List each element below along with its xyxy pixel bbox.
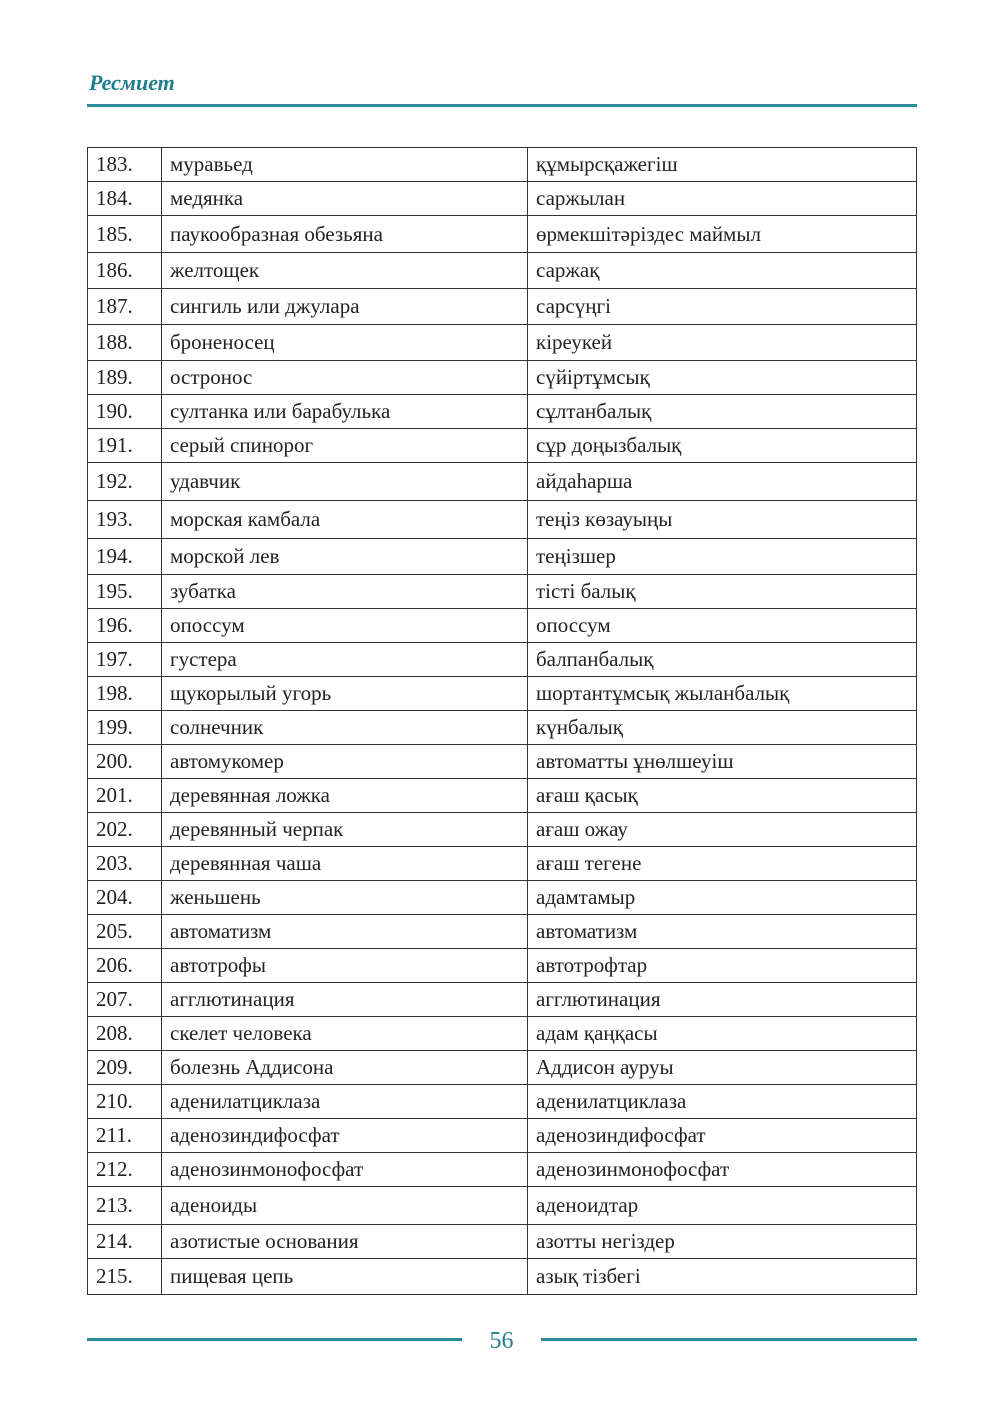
russian-term-cell: аденозинмонофосфат: [162, 1153, 528, 1187]
row-number-cell: 191.: [88, 429, 162, 463]
table-row: [88, 915, 917, 949]
page-number: 56: [489, 1328, 514, 1354]
russian-term-cell: болезнь Аддисона: [162, 1051, 528, 1085]
row-number-cell: 194.: [88, 539, 162, 575]
row-number-cell: 212.: [88, 1153, 162, 1187]
russian-term-cell: морской лев: [162, 539, 528, 575]
table-row: [88, 148, 917, 182]
table-row: [88, 1225, 917, 1259]
row-number-cell: 211.: [88, 1119, 162, 1153]
kazakh-term-cell: сарсүңгі: [528, 289, 917, 325]
russian-term-cell: удавчик: [162, 463, 528, 501]
row-number-cell: 205.: [88, 915, 162, 949]
table-row: [88, 609, 917, 643]
table-row: [88, 182, 917, 216]
kazakh-term-cell: айдаһарша: [528, 463, 917, 501]
row-number-cell: 203.: [88, 847, 162, 881]
russian-term-cell: автоматизм: [162, 915, 528, 949]
row-number-cell: 195.: [88, 575, 162, 609]
kazakh-term-cell: сұлтанбалық: [528, 395, 917, 429]
russian-term-cell: женьшень: [162, 881, 528, 915]
kazakh-term-cell: саржақ: [528, 253, 917, 289]
glossary-table: [87, 147, 917, 1295]
table-row: [88, 1051, 917, 1085]
table-row: [88, 1085, 917, 1119]
kazakh-term-cell: күнбалық: [528, 711, 917, 745]
table-row: [88, 1119, 917, 1153]
row-number-cell: 210.: [88, 1085, 162, 1119]
table-row: [88, 501, 917, 539]
kazakh-term-cell: автоматты ұнөлшеуіш: [528, 745, 917, 779]
kazakh-term-cell: теңіз көзауыңы: [528, 501, 917, 539]
kazakh-term-cell: адамтамыр: [528, 881, 917, 915]
row-number-cell: 196.: [88, 609, 162, 643]
row-number-cell: 200.: [88, 745, 162, 779]
kazakh-term-cell: ағаш қасық: [528, 779, 917, 813]
kazakh-term-cell: кіреукей: [528, 325, 917, 361]
kazakh-term-cell: азық тізбегі: [528, 1259, 917, 1295]
table-row: [88, 575, 917, 609]
table-row: [88, 745, 917, 779]
table-row: [88, 463, 917, 501]
glossary-table-body: [88, 148, 917, 1295]
kazakh-term-cell: аденоидтар: [528, 1187, 917, 1225]
russian-term-cell: автомукомер: [162, 745, 528, 779]
russian-term-cell: морская камбала: [162, 501, 528, 539]
russian-term-cell: густера: [162, 643, 528, 677]
row-number-cell: 206.: [88, 949, 162, 983]
russian-term-cell: аденозиндифосфат: [162, 1119, 528, 1153]
kazakh-term-cell: тісті балық: [528, 575, 917, 609]
kazakh-term-cell: аденозинмонофосфат: [528, 1153, 917, 1187]
kazakh-term-cell: өрмекшітәріздес маймыл: [528, 216, 917, 253]
row-number-cell: 207.: [88, 983, 162, 1017]
table-row: [88, 253, 917, 289]
row-number-cell: 193.: [88, 501, 162, 539]
table-row: [88, 813, 917, 847]
russian-term-cell: скелет человека: [162, 1017, 528, 1051]
russian-term-cell: деревянная ложка: [162, 779, 528, 813]
row-number-cell: 202.: [88, 813, 162, 847]
russian-term-cell: зубатка: [162, 575, 528, 609]
russian-term-cell: желтощек: [162, 253, 528, 289]
table-row: [88, 539, 917, 575]
table-row: [88, 643, 917, 677]
row-number-cell: 204.: [88, 881, 162, 915]
row-number-cell: 215.: [88, 1259, 162, 1295]
russian-term-cell: броненосец: [162, 325, 528, 361]
kazakh-term-cell: аденозиндифосфат: [528, 1119, 917, 1153]
row-number-cell: 183.: [88, 148, 162, 182]
russian-term-cell: медянка: [162, 182, 528, 216]
kazakh-term-cell: құмырсқажегіш: [528, 148, 917, 182]
table-row: [88, 677, 917, 711]
russian-term-cell: азотистые основания: [162, 1225, 528, 1259]
russian-term-cell: солнечник: [162, 711, 528, 745]
table-row: [88, 289, 917, 325]
table-row: [88, 711, 917, 745]
row-number-cell: 186.: [88, 253, 162, 289]
table-row: [88, 395, 917, 429]
russian-term-cell: аденилатциклаза: [162, 1085, 528, 1119]
russian-term-cell: аденоиды: [162, 1187, 528, 1225]
table-row: [88, 1259, 917, 1295]
row-number-cell: 187.: [88, 289, 162, 325]
table-row: [88, 1153, 917, 1187]
kazakh-term-cell: балпанбалық: [528, 643, 917, 677]
russian-term-cell: щукорылый угорь: [162, 677, 528, 711]
kazakh-term-cell: автотрофтар: [528, 949, 917, 983]
russian-term-cell: пищевая цепь: [162, 1259, 528, 1295]
kazakh-term-cell: агглютинация: [528, 983, 917, 1017]
russian-term-cell: деревянная чаша: [162, 847, 528, 881]
russian-term-cell: агглютинация: [162, 983, 528, 1017]
row-number-cell: 208.: [88, 1017, 162, 1051]
kazakh-term-cell: автоматизм: [528, 915, 917, 949]
row-number-cell: 188.: [88, 325, 162, 361]
table-row: [88, 1017, 917, 1051]
row-number-cell: 189.: [88, 361, 162, 395]
table-row: [88, 429, 917, 463]
row-number-cell: 201.: [88, 779, 162, 813]
russian-term-cell: серый спинорог: [162, 429, 528, 463]
russian-term-cell: деревянный черпак: [162, 813, 528, 847]
kazakh-term-cell: аденилатциклаза: [528, 1085, 917, 1119]
table-row: [88, 325, 917, 361]
kazakh-term-cell: теңізшер: [528, 539, 917, 575]
russian-term-cell: сингиль или джулара: [162, 289, 528, 325]
kazakh-term-cell: шортантұмсық жыланбалық: [528, 677, 917, 711]
row-number-cell: 192.: [88, 463, 162, 501]
kazakh-term-cell: опоссум: [528, 609, 917, 643]
table-row: [88, 216, 917, 253]
row-number-cell: 185.: [88, 216, 162, 253]
kazakh-term-cell: сүйіртұмсық: [528, 361, 917, 395]
row-number-cell: 190.: [88, 395, 162, 429]
footer-divider-right: [541, 1338, 917, 1341]
table-row: [88, 949, 917, 983]
row-number-cell: 213.: [88, 1187, 162, 1225]
russian-term-cell: остронос: [162, 361, 528, 395]
russian-term-cell: султанка или барабулька: [162, 395, 528, 429]
table-row: [88, 983, 917, 1017]
russian-term-cell: паукообразная обезьяна: [162, 216, 528, 253]
row-number-cell: 199.: [88, 711, 162, 745]
table-row: [88, 847, 917, 881]
kazakh-term-cell: Аддисон ауруы: [528, 1051, 917, 1085]
table-row: [88, 1187, 917, 1225]
russian-term-cell: опоссум: [162, 609, 528, 643]
kazakh-term-cell: азотты негіздер: [528, 1225, 917, 1259]
table-row: [88, 779, 917, 813]
footer-divider-left: [87, 1338, 462, 1341]
row-number-cell: 184.: [88, 182, 162, 216]
kazakh-term-cell: адам қаңқасы: [528, 1017, 917, 1051]
header-divider: [87, 104, 917, 107]
row-number-cell: 214.: [88, 1225, 162, 1259]
row-number-cell: 197.: [88, 643, 162, 677]
russian-term-cell: муравьед: [162, 148, 528, 182]
kazakh-term-cell: ағаш тегене: [528, 847, 917, 881]
table-row: [88, 881, 917, 915]
kazakh-term-cell: сұр доңызбалық: [528, 429, 917, 463]
russian-term-cell: автотрофы: [162, 949, 528, 983]
kazakh-term-cell: ағаш ожау: [528, 813, 917, 847]
row-number-cell: 209.: [88, 1051, 162, 1085]
kazakh-term-cell: саржылан: [528, 182, 917, 216]
row-number-cell: 198.: [88, 677, 162, 711]
page-header-title: Ресмиет: [89, 70, 175, 95]
table-row: [88, 361, 917, 395]
